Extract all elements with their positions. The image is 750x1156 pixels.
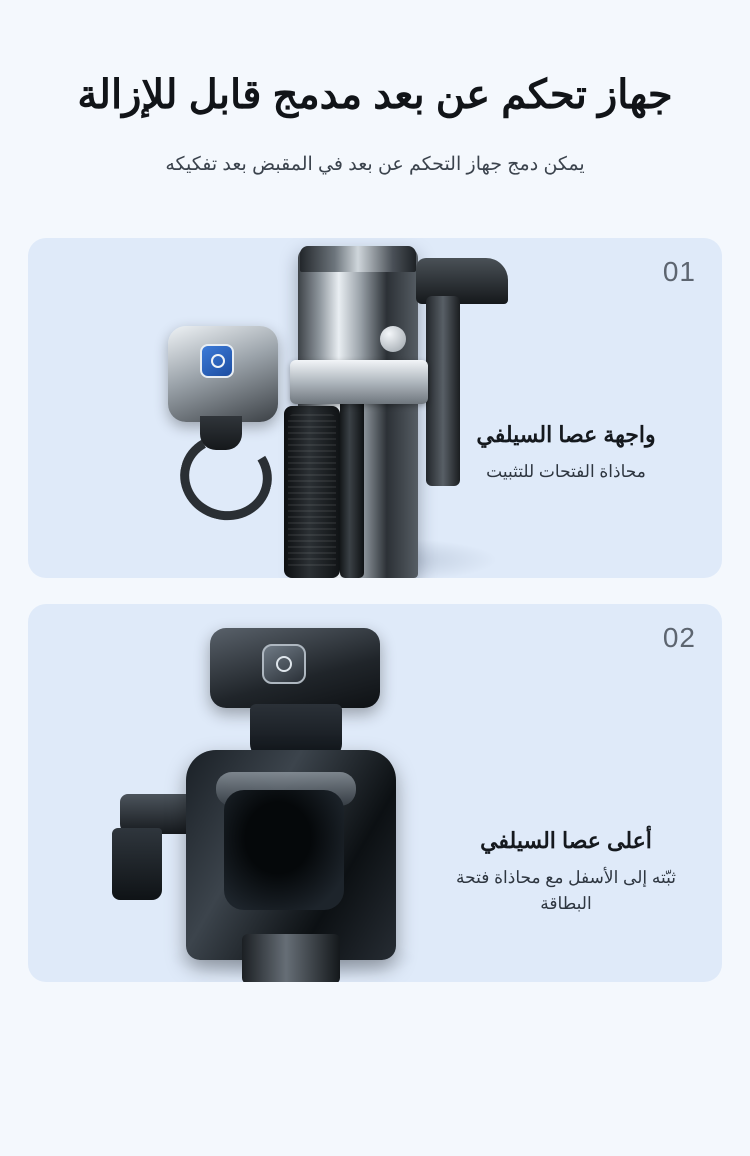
card-index-1: 01 <box>662 255 696 287</box>
card-2-label: أعلى عصا السيلفي <box>480 827 652 853</box>
carabiner-hook-icon <box>171 424 281 530</box>
page-subtitle: يمكن دمج جهاز التحكم عن بعد في المقبض بعد تفكيكه <box>165 154 585 176</box>
card-2-description: ثبّته إلى الأسفل مع محاذاة فتحة البطاقة <box>456 868 676 913</box>
card-1-label: واجهة عصا السيلفي <box>476 421 656 447</box>
stick-metal-band <box>290 360 428 404</box>
card-2-text-block <box>436 826 696 917</box>
card-1-text-block <box>436 420 696 485</box>
feature-card-1 <box>28 238 722 578</box>
stick-grip-texture <box>288 414 336 570</box>
camera-icon <box>276 656 292 672</box>
selfie-stick-interface-image <box>28 238 722 578</box>
selfie-stick-top-image <box>28 604 722 982</box>
camera-icon <box>211 354 225 368</box>
stick-body-top <box>300 246 416 272</box>
clamp-wing-lower <box>112 828 162 900</box>
page-header <box>0 0 750 180</box>
stick-inner-rod <box>340 398 364 578</box>
card-slot <box>224 790 344 910</box>
card-index-2: 02 <box>662 621 696 653</box>
stick-rod <box>242 934 340 982</box>
page-title: جهاز تحكم عن بعد مدمج قابل للإزالة <box>77 73 673 117</box>
feature-card-2 <box>28 604 722 982</box>
stick-round-button <box>380 326 406 352</box>
card-1-description: محاذاة الفتحات للتثبيت <box>486 462 646 482</box>
